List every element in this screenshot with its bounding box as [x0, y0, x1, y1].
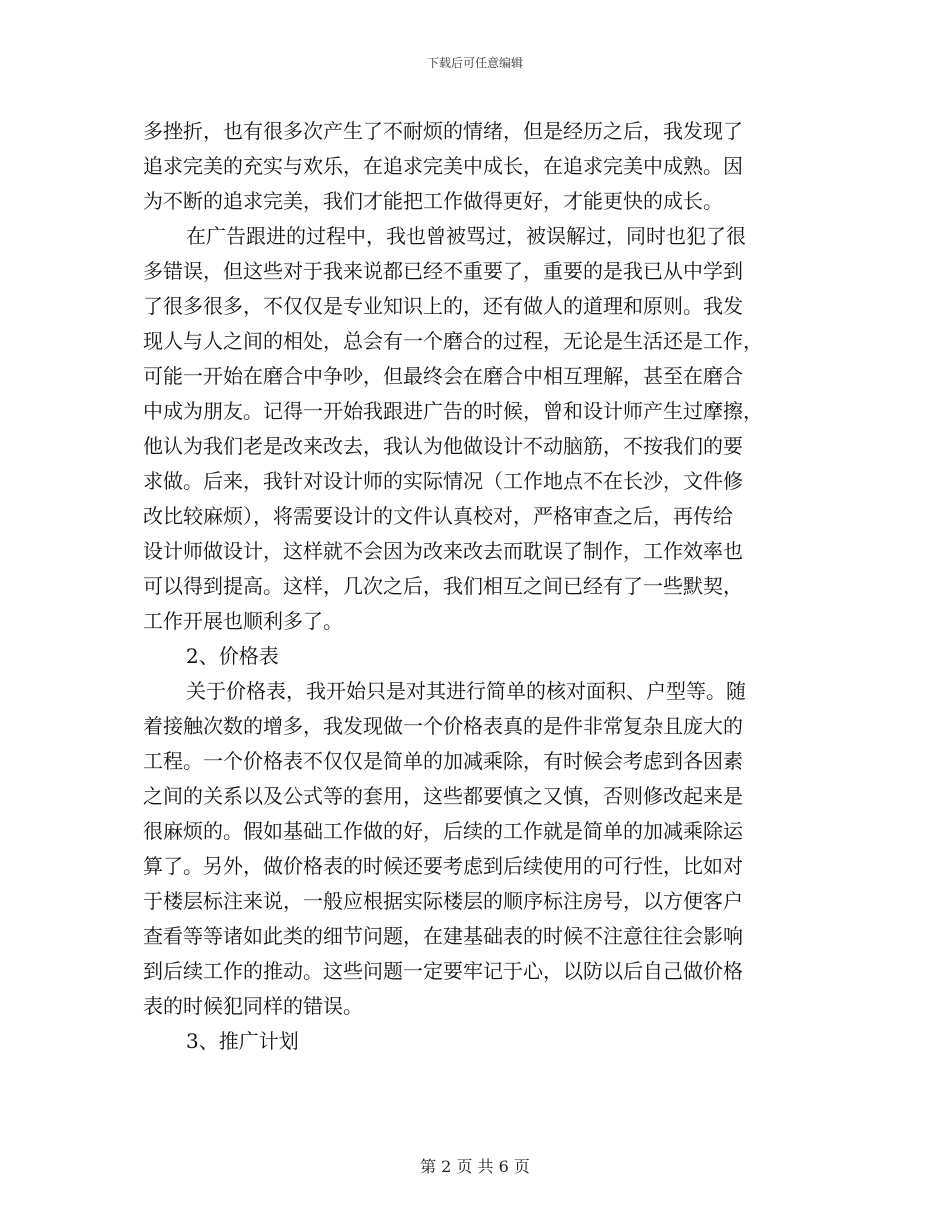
text-line: 改比较麻烦），将需要设计的文件认真校对，严格审查之后，再传给 — [143, 504, 733, 528]
document-body — [143, 114, 808, 1059]
text-line: 到后续工作的推动。这些问题一定要牢记于心，以防以后自己做价格 — [143, 959, 743, 983]
text-line: 为不断的追求完美，我们才能把工作做得更好，才能更快的成长。 — [143, 189, 723, 213]
text-line: 设计师做设计，这样就不会因为改来改去而耽误了制作，工作效率也 — [143, 539, 743, 563]
text-line: 查看等等诸如此类的细节问题，在建基础表的时候不注意往往会影响 — [143, 924, 743, 948]
text-line: 可以得到提高。这样，几次之后，我们相互之间已经有了一些默契， — [143, 574, 743, 598]
text-line: 多挫折，也有很多次产生了不耐烦的情绪，但是经历之后，我发现了 — [143, 119, 743, 143]
text-line: 3、推广计划 — [186, 1029, 299, 1053]
text-line: 算了。另外，做价格表的时候还要考虑到后续使用的可行性，比如对 — [143, 854, 743, 878]
text-line: 关于价格表，我开始只是对其进行简单的核对面积、户型等。随 — [186, 679, 746, 703]
text-line: 追求完美的充实与欢乐，在追求完美中成长，在追求完美中成熟。因 — [143, 154, 743, 178]
text-line: 2、价格表 — [186, 644, 279, 668]
page-header: 下载后可任意编辑 — [426, 56, 523, 70]
text-line: 很麻烦的。假如基础工作做的好，后续的工作就是简单的加减乘除运 — [143, 819, 743, 843]
text-line: 了很多很多，不仅仅是专业知识上的，还有做人的道理和原则。我发 — [143, 294, 743, 318]
text-line: 工程。一个价格表不仅仅是简单的加减乘除，有时候会考虑到各因素 — [143, 749, 743, 773]
text-line: 表的时候犯同样的错误。 — [143, 994, 363, 1018]
text-line: 多错误，但这些对于我来说都已经不重要了，重要的是我已从中学到 — [143, 259, 743, 283]
text-line: 于楼层标注来说，一般应根据实际楼层的顺序标注房号，以方便客户 — [143, 889, 743, 913]
text-line: 现人与人之间的相处，总会有一个磨合的过程，无论是生活还是工作， — [143, 329, 763, 353]
text-line: 他认为我们老是改来改去，我认为他做设计不动脑筋，不按我们的要 — [143, 434, 743, 458]
text-line: 可能一开始在磨合中争吵，但最终会在磨合中相互理解，甚至在磨合 — [143, 364, 743, 388]
text-line: 求做。后来，我针对设计师的实际情况（工作地点不在长沙，文件修 — [143, 469, 743, 493]
text-line: 着接触次数的增多，我发现做一个价格表真的是件非常复杂且庞大的 — [143, 714, 743, 738]
text-line: 工作开展也顺利多了。 — [143, 609, 343, 633]
text-line: 之间的关系以及公式等的套用，这些都要慎之又慎，否则修改起来是 — [143, 784, 743, 808]
text-line: 中成为朋友。记得一开始我跟进广告的时候，曾和设计师产生过摩擦， — [143, 399, 763, 423]
page-footer: 第 2 页 共 6 页 — [420, 1157, 530, 1176]
text-line: 在广告跟进的过程中，我也曾被骂过，被误解过，同时也犯了很 — [186, 224, 746, 248]
